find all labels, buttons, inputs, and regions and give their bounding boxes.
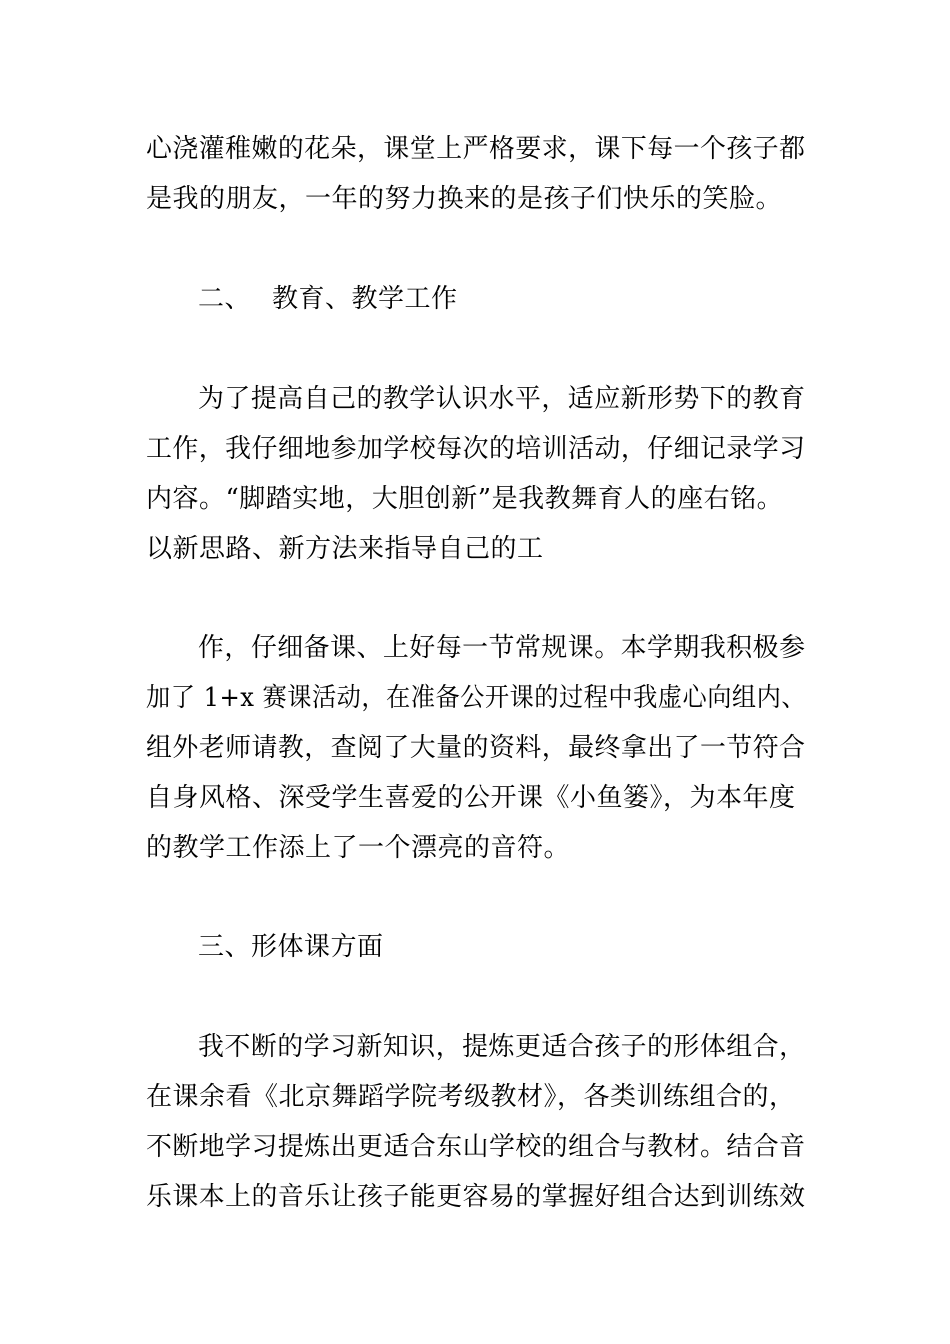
paragraph-1-line-1: 心浇灌稚嫩的花朵，课堂上严格要求，课下每一个孩子都 — [146, 134, 806, 164]
paragraph-3-line-1: 作，仔细备课、上好每一节常规课。本学期我积极参 — [198, 633, 806, 663]
paragraph-4-line-4: 乐课本上的音乐让孩子能更容易的掌握好组合达到训练效 — [146, 1182, 806, 1212]
paragraph-2-line-4: 以新思路、新方法来指导自己的工 — [146, 534, 544, 564]
section-2-number: 二、 — [198, 284, 252, 314]
paragraph-2-line-2: 工作，我仔细地参加学校每次的培训活动，仔细记录学习 — [146, 434, 806, 464]
paragraph-2-line-1: 为了提高自己的教学认识水平，适应新形势下的教育 — [198, 384, 806, 414]
paragraph-3-line-3: 组外老师请教，查阅了大量的资料，最终拿出了一节符合 — [146, 733, 806, 763]
paragraph-3-line-4: 自身风格、深受学生喜爱的公开课《小鱼篓》，为本年度 — [146, 783, 796, 813]
paragraph-4-line-3: 不断地学习提炼出更适合东山学校的组合与教材。结合音 — [146, 1132, 806, 1162]
paragraph-4-line-1: 我不断的学习新知识，提炼更适合孩子的形体组合， — [198, 1032, 806, 1062]
section-3-heading: 三、形体课方面 — [198, 932, 384, 962]
section-2-heading: 教育、教学工作 — [272, 284, 458, 314]
paragraph-2-line-3: 内容。“脚踏实地，大胆创新”是我教舞育人的座右铭。 — [146, 484, 784, 514]
paragraph-4-line-2: 在课余看《北京舞蹈学院考级教材》，各类训练组合的， — [146, 1082, 796, 1112]
paragraph-3-line-2: 加了 1+x 赛课活动，在准备公开课的过程中我虚心向组内、 — [146, 683, 807, 713]
paragraph-1-line-2: 是我的朋友，一年的努力换来的是孩子们快乐的笑脸。 — [146, 184, 783, 214]
paragraph-3-line-5: 的教学工作添上了一个漂亮的音符。 — [146, 833, 571, 863]
